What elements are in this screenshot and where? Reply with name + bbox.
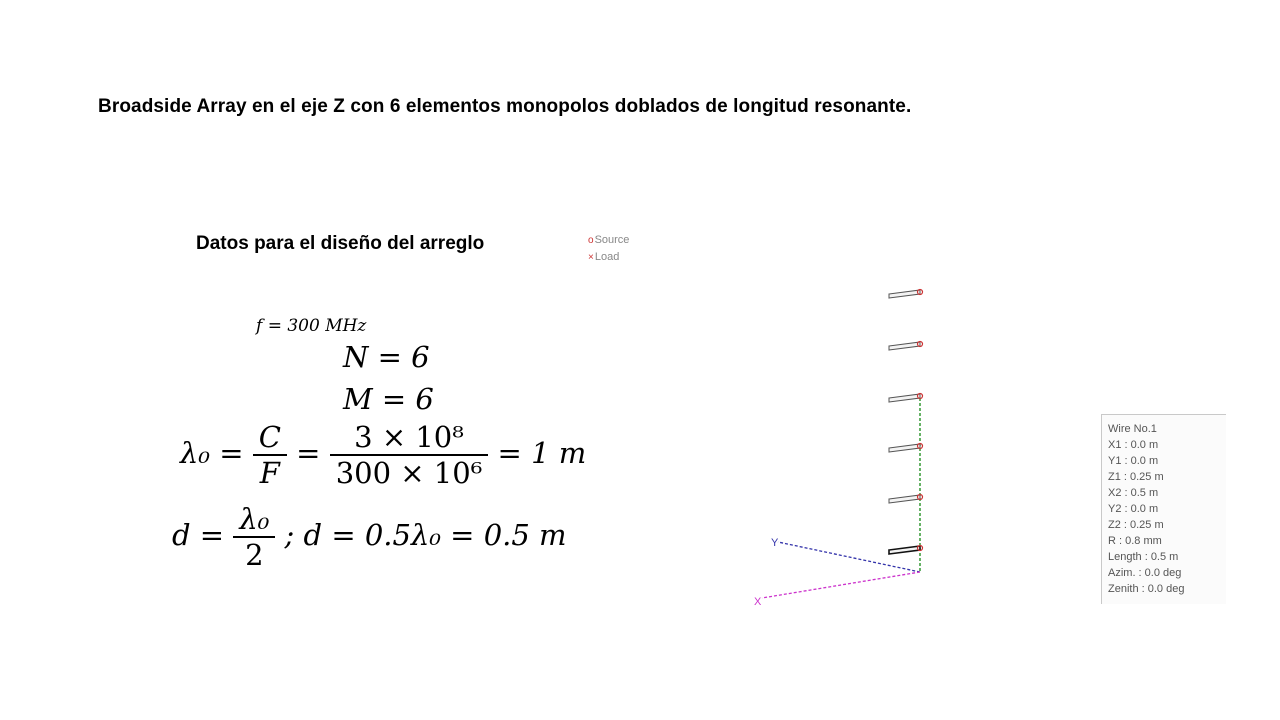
x-axis-label: X <box>754 596 762 608</box>
fraction-c-over-f <box>253 420 287 490</box>
y-axis <box>778 542 920 572</box>
wire-info-panel <box>1101 414 1226 604</box>
wire-info-line: Wire No.1 <box>1108 423 1157 435</box>
fraction-speed-over-freq <box>330 420 489 490</box>
y-axis-label: Y <box>771 537 779 549</box>
fraction-denominator: 300 × 10⁶ <box>335 456 483 490</box>
legend-load-label: Load <box>594 251 620 263</box>
equation-n: N = 6 <box>343 340 430 374</box>
d-rhs: ; d = 0.5λ₀ = 0.5 m <box>284 518 567 552</box>
d-lhs: d = <box>172 518 225 552</box>
fraction-lambda-over-two <box>233 502 275 572</box>
equation-spacing <box>172 502 567 572</box>
wire-info-line: Z1 : 0.25 m <box>1108 471 1164 483</box>
wire-info-line: R : 0.8 mm <box>1108 535 1162 547</box>
wire-info-line: X2 : 0.5 m <box>1108 487 1159 499</box>
legend-source <box>588 234 629 246</box>
element-2 <box>889 342 923 351</box>
wire-info-line: Y1 : 0.0 m <box>1108 455 1159 467</box>
element-6 <box>889 546 923 555</box>
equals-sign: = <box>296 436 321 470</box>
equation-lambda <box>180 420 586 490</box>
element-3 <box>889 394 923 403</box>
section-subtitle: Datos para el diseño del arreglo <box>196 233 485 254</box>
fraction-denominator: 2 <box>245 538 264 572</box>
element-4 <box>889 444 923 453</box>
source-marker-icon: o <box>588 235 594 246</box>
fraction-numerator: λ₀ <box>239 502 270 536</box>
wire-info-line: Zenith : 0.0 deg <box>1108 583 1185 595</box>
antenna-array-diagram <box>740 280 960 610</box>
wire-info-line: Y2 : 0.0 m <box>1108 503 1159 515</box>
wire-info-line: Length : 0.5 m <box>1108 551 1179 563</box>
fraction-denominator: F <box>259 456 280 490</box>
fraction-numerator: C <box>258 420 281 454</box>
slide-title: Broadside Array en el eje Z con 6 elementos monopolos doblados de longitud resonante. <box>98 96 912 117</box>
equation-m: M = 6 <box>343 382 434 416</box>
legend-load <box>588 251 619 263</box>
wire-info-line: Z2 : 0.25 m <box>1108 519 1164 531</box>
equation-frequency: f = 300 MHz <box>256 316 367 336</box>
lambda-lhs: λ₀ = <box>180 436 244 470</box>
wire-info-line: X1 : 0.0 m <box>1108 439 1159 451</box>
load-marker-icon: × <box>588 252 594 263</box>
element-1 <box>889 290 923 299</box>
wire-info-line: Azim. : 0.0 deg <box>1108 567 1182 579</box>
legend-source-label: Source <box>594 234 630 246</box>
element-5 <box>889 495 923 504</box>
lambda-rhs: = 1 m <box>497 436 587 470</box>
fraction-numerator: 3 × 10⁸ <box>354 420 464 454</box>
x-axis <box>762 572 920 598</box>
